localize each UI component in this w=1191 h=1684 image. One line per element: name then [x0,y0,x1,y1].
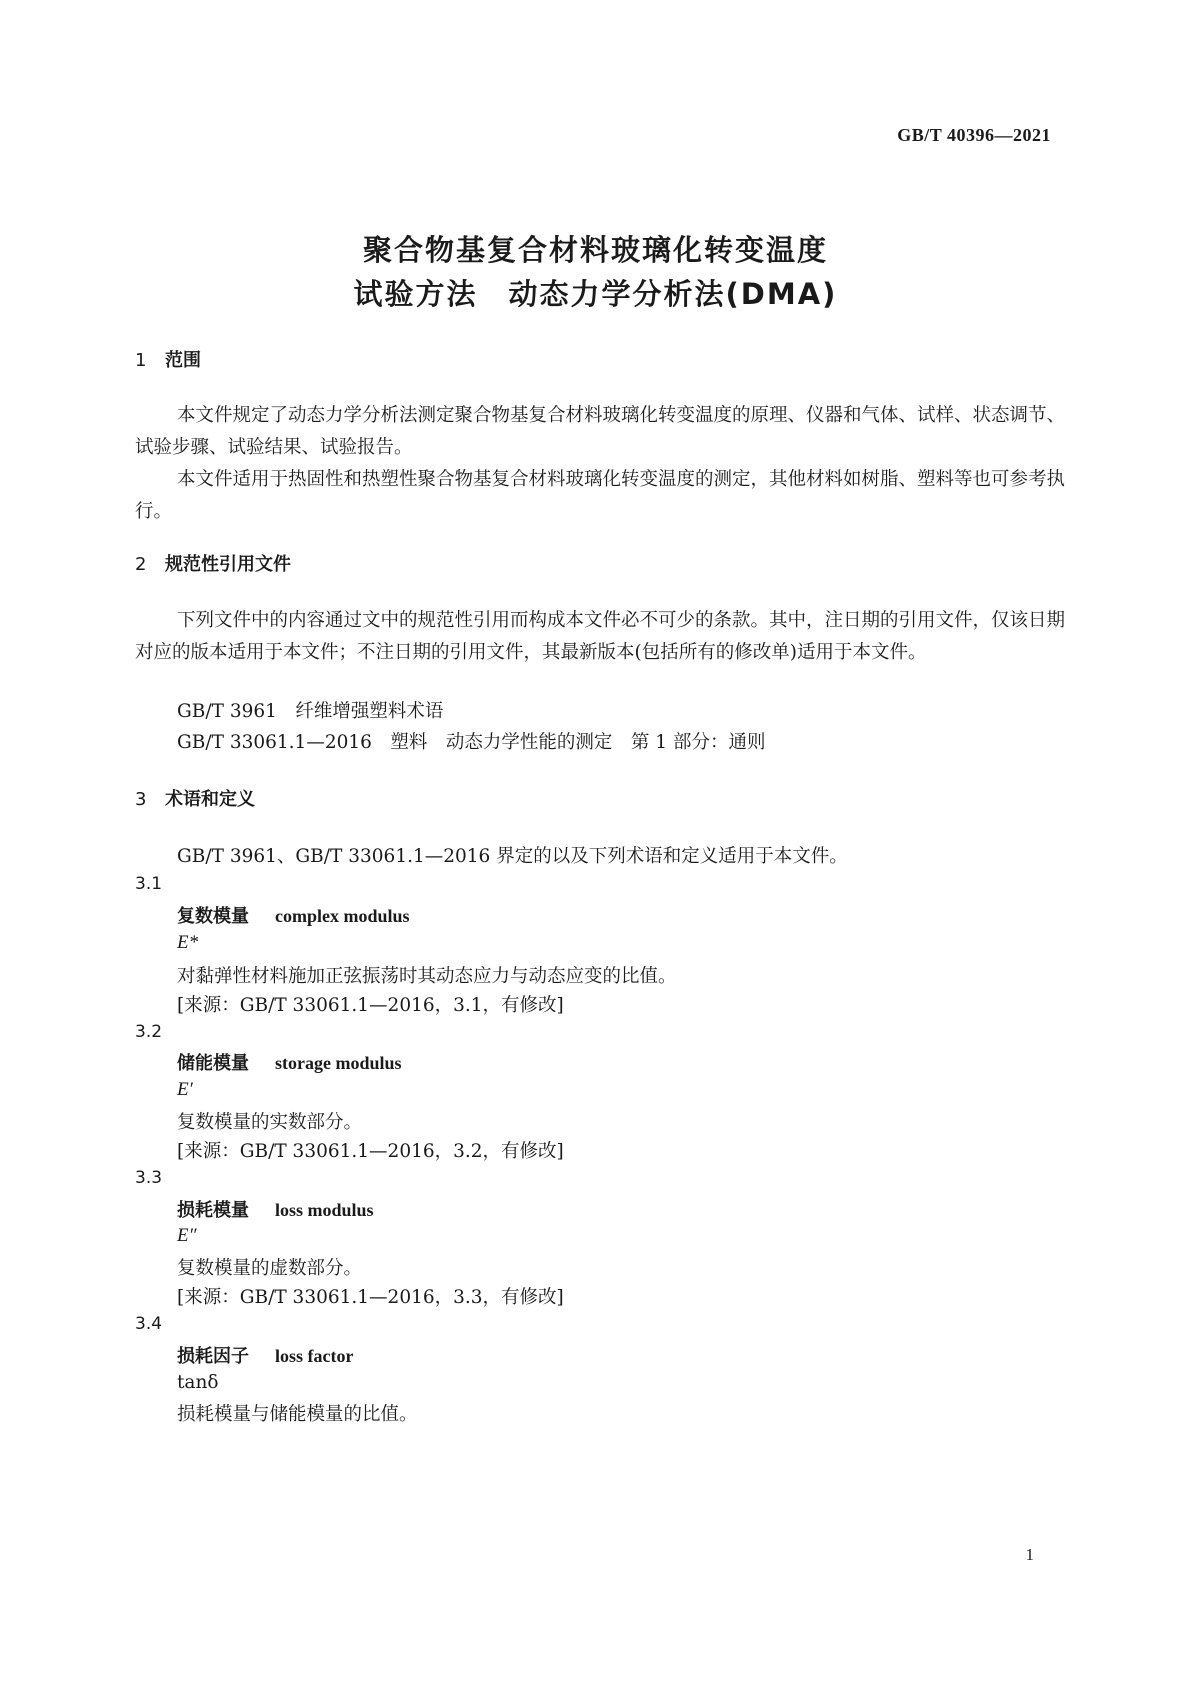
term-definition: 复数模量的虚数部分。 [177,1258,363,1279]
standard-code: GB/T 40396—2021 [897,125,1051,145]
term-zh: 复数模量 [177,906,249,927]
term-symbol: E′ [177,1079,193,1100]
paragraph: 本文件适用于热固性和热塑性聚合物基复合材料玻璃化转变温度的测定，其他材料如树脂、塑料等也可参考执行。 [135,469,1066,522]
term-symbol: E″ [177,1225,197,1246]
section-title: 范围 [165,350,201,371]
term-en: complex modulus [275,906,410,926]
term-en: loss factor [275,1346,354,1366]
term-zh: 储能模量 [177,1053,249,1074]
section-heading-1 [135,346,201,372]
term-definition: 损耗模量与储能模量的比值。 [177,1404,418,1425]
normative-reference: GB/T 33061.1—2016 塑料 动态力学性能的测定 第 1 部分：通则 [177,732,766,753]
title-line-2: 试验方法 动态力学分析法(DMA) [353,277,838,311]
term-symbol: tanδ [177,1372,219,1393]
term-number: 3.2 [135,1022,163,1042]
term-source: [来源：GB/T 33061.1—2016，3.2，有修改] [177,1141,564,1162]
section-number: 1 [135,350,147,371]
term-definition: 对黏弹性材料施加正弦振荡时其动态应力与动态应变的比值。 [177,966,677,987]
term-heading [177,1049,402,1075]
term-en: storage modulus [275,1053,402,1073]
term-number: 3.3 [135,1168,163,1188]
section-number: 3 [135,789,147,810]
term-number: 3.1 [135,874,163,894]
section-heading-2 [135,550,291,576]
section-number: 2 [135,554,147,575]
section-title: 术语和定义 [165,789,255,810]
term-heading [177,1342,353,1368]
section-heading-3 [135,785,255,811]
paragraph: GB/T 3961、GB/T 33061.1—2016 界定的以及下列术语和定义适用于本文件。 [177,846,848,867]
normative-reference: GB/T 3961 纤维增强塑料术语 [177,701,444,722]
section-title: 规范性引用文件 [165,554,291,575]
term-symbol: E* [177,932,199,953]
term-definition: 复数模量的实数部分。 [177,1112,363,1133]
term-source: [来源：GB/T 33061.1—2016，3.3，有修改] [177,1287,564,1308]
term-zh: 损耗模量 [177,1200,249,1221]
term-heading [177,902,410,928]
paragraph: 本文件规定了动态力学分析法测定聚合物基复合材料玻璃化转变温度的原理、仪器和气体、试样、状态调节、试验步骤、试验结果、试验报告。 [135,405,1066,458]
title-line-1: 聚合物基复合材料玻璃化转变温度 [362,233,828,267]
paragraph: 下列文件中的内容通过文中的规范性引用而构成本文件必不可少的条款。其中，注日期的引用文件，仅该日期对应的版本适用于本文件；不注日期的引用文件，其最新版本(包括所有的修改单)适用于本文件。 [135,610,1066,663]
term-en: loss modulus [275,1200,374,1220]
term-zh: 损耗因子 [177,1346,249,1367]
term-heading [177,1196,374,1222]
term-number: 3.4 [135,1314,163,1334]
page-number: 1 [1025,1545,1034,1564]
term-source: [来源：GB/T 33061.1—2016，3.1，有修改] [177,995,564,1016]
